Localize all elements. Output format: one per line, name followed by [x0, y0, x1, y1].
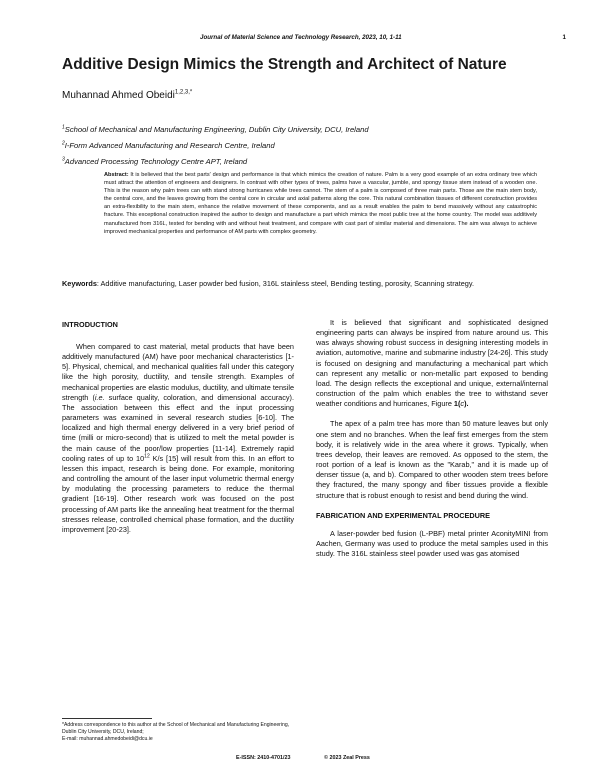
affiliation-1: $^1$School of Mechanical and Manufacturing Engineering, Dublin City University, DCU, Ireland — [62, 124, 369, 134]
page-number: 1 — [562, 34, 566, 41]
footnote-divider — [62, 718, 152, 719]
abstract — [104, 171, 537, 236]
left-column-text — [62, 342, 294, 535]
right-paragraph-3: A laser-powder bed fusion (L-PBF) metal printer AconityMINI from Aachen, Germany was used to produce the metal samples used in this study. The 316L stainless steel powder used was gas atomised — [316, 528, 548, 559]
right-paragraph-1: It is believed that significant and sophisticated designed engineering parts can always be inspired from nature around us. This was always showing robust success in designing interesting models in aviation, automotive, marine and submarine industry [24-26]. This study is focused on designing and manufacturing a mechanical part which can represent any metallic or non-metallic part exposed to bending load. The design reflects the exceptional and unique, external/internal construction of the palm which enables the tree to withstand sever weather conditions and hurricanes, Figure 1(c). — [316, 318, 548, 409]
keywords — [62, 279, 540, 289]
author-sup: 1,2,3,* — [174, 89, 193, 96]
footer-issn: E-ISSN: 2410-4701/23 — [236, 755, 291, 761]
affiliation-2: $^2$I-Form Advanced Manufacturing and Research Centre, Ireland — [62, 140, 275, 150]
page-title: Additive Design Mimics the Strength and Architect of Nature — [62, 56, 507, 73]
abstract-label: Abstract: — [104, 172, 129, 178]
abstract-text: It is believed that the best parts' design and performance is that which mimics the creation of nature. Palm is a very good example of an extra ordinary tree which must attract the attention of engineers and designers. In contrast with other types of trees, palms have a vascular, jumble, and spongy tissue stem instead of a wooden one. This is the reason why palm trees can with stand strong hurricanes while trees cannot. The stem of a palm is composed of three main parts. Those are the main stem body, the central core, and the leaves growing from the central core in circular and axial patterns along the core. This natural combination tissues of different construction provides an extra-flexibility to the main stem, enhance the relative movement of these components, and as a result enables the palm to bend massively without any catastrophic fracture. This exceptional construction inspired the author to design and manufacture a part which mimics the most public tree at the home country. The model was additively manufactured from 316L, tested for bending with and without heat treatment, and compare with cast part of similar material and dimensions. The aim was always to achieve improved mechanical properties and performance of AM parts with complex geometry. — [104, 172, 537, 235]
section-heading-fabrication: FABRICATION AND EXPERIMENTAL PROCEDURE — [316, 510, 491, 520]
running-header — [200, 34, 566, 41]
footer-copyright: © 2023 Zeal Press — [324, 755, 370, 761]
author-name: Muhannad Ahmed Obeidi — [62, 90, 175, 101]
affiliation-3: $^3$Advanced Processing Technology Centre APT, Ireland — [62, 156, 248, 166]
intro-paragraph: When compared to cast material, metal products that have been additively manufactured (AM) have poor mechanical characteristics [1-5]. Physical, chemical, and mechanical qualities fall under this category like the high porosity, ductility, and tensile strength. Examples of mechanical properties are elastic modulus, ductility, and ultimate tensile strength (i.e. surface quality, coloration, and dimensional accuracy). The association between this effect and the input processing parameters was examined in several research studies [6-10]. The localized and high thermal energy delivered in a very brief period of time (milli or micro-second) that is utilized to melt the metal powder is the main cause of the poor/low properties [11-14]. Extremely rapid cooling rates of up to $10^{12}$ K/s [15] will result from this. In an effort to lessen this impact, research is being done. For example, monitoring and controlling the amount of the laser input volumetric thermal energy by modulating the processing parameters to reduce the thermal gradient [16-19]. Other research work was focused on the post processing of AM parts like the annealing heat treatment for the thermal stresses release, controlled chemical phase formation, and the ductility improvement [20-23]. — [62, 342, 294, 534]
keywords-label: Keywords — [62, 279, 97, 288]
right-column-text — [316, 318, 548, 559]
journal-citation: Journal of Material Science and Technology Research, 2023, 10, 1-11 — [200, 34, 402, 41]
section-heading-introduction: INTRODUCTION — [62, 320, 118, 329]
keywords-text: : Additive manufacturing, Laser powder bed fusion, 316L stainless steel, Bending testing, porosity, Scanning strategy. — [96, 279, 474, 288]
author-line — [62, 90, 192, 101]
correspondence-footnote: *Address correspondence to this author at the School of Mechanical and Manufacturing Engineering, Dublin City University, DCU, Ireland; E-mail: muhannad.ahmedobeidi@dcu.ie — [62, 722, 290, 742]
right-paragraph-2: The apex of a palm tree has more than 50 mature leaves but only one stem and no branches. When the leaf first emerges from the stem body, it is relatively wide in the area where it grows. Typically, when trees develop, their leaves are removed. As opposed to the stem, the root portion of a leaf is known as the "Karab," and it is made up of denser tissue (a, and b). Compared to other wooden stem trees before they fractured, the many spongy and fiber tissues provide a flexible structure that is robust enough to resist and bend during the wind. — [316, 419, 548, 500]
